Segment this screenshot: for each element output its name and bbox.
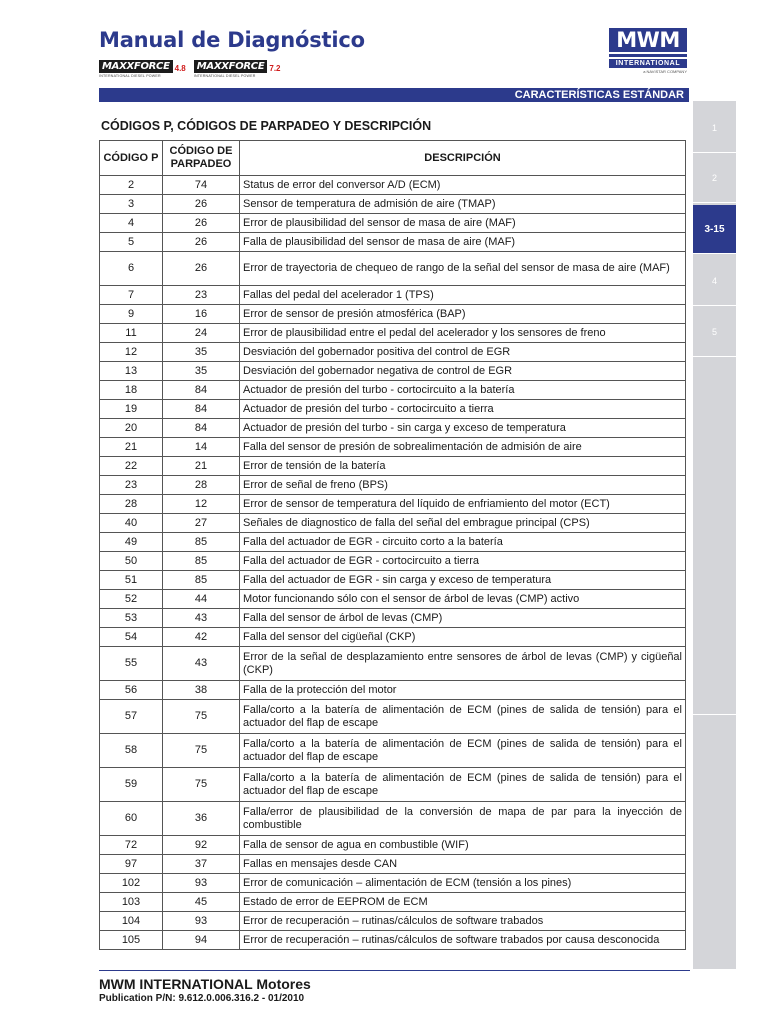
- blink-code-cell: 92: [163, 836, 240, 855]
- blink-code-cell: 12: [163, 495, 240, 514]
- column-header-blink-code: CÓDIGO DE PARPADEO: [163, 141, 240, 176]
- table-header-row: [100, 141, 686, 176]
- blink-code-cell: 85: [163, 533, 240, 552]
- p-code-cell: 5: [100, 233, 163, 252]
- p-code-cell: 6: [100, 252, 163, 286]
- blink-code-cell: 75: [163, 734, 240, 768]
- brand-subtitle: INTERNATIONAL: [609, 59, 687, 68]
- blink-code-cell: 36: [163, 802, 240, 836]
- description-cell: Fallas del pedal del acelerador 1 (TPS): [240, 286, 686, 305]
- table-row: [100, 457, 686, 476]
- p-code-cell: 72: [100, 836, 163, 855]
- table-row: [100, 931, 686, 950]
- column-header-description: DESCRIPCIÓN: [240, 141, 686, 176]
- p-code-cell: 58: [100, 734, 163, 768]
- p-code-cell: 102: [100, 874, 163, 893]
- description-cell: Señales de diagnostico de falla del señal del embrague principal (CPS): [240, 514, 686, 533]
- p-code-cell: 57: [100, 700, 163, 734]
- table-row: [100, 495, 686, 514]
- table-heading: CÓDIGOS P, CÓDIGOS DE PARPADEO Y DESCRIPCIÓN: [101, 119, 432, 133]
- blink-code-cell: 26: [163, 252, 240, 286]
- table-row: [100, 874, 686, 893]
- chapter-tab-label: 5: [711, 327, 717, 337]
- maxxforce-logos: [99, 60, 281, 78]
- brand-tagline: a NAVISTAR COMPANY: [643, 69, 687, 74]
- table-row: [100, 802, 686, 836]
- p-code-cell: 55: [100, 647, 163, 681]
- description-cell: Motor funcionando sólo con el sensor de árbol de levas (CMP) activo: [240, 590, 686, 609]
- logo-version: 4.8: [174, 64, 186, 73]
- description-cell: Error de sensor de presión atmosférica (BAP): [240, 305, 686, 324]
- table-row: [100, 533, 686, 552]
- table-row: [100, 214, 686, 233]
- p-code-cell: 2: [100, 176, 163, 195]
- p-code-cell: 49: [100, 533, 163, 552]
- blink-code-cell: 43: [163, 647, 240, 681]
- table-row: [100, 400, 686, 419]
- chapter-tab-2[interactable]: [693, 154, 736, 203]
- chapter-tab-3-15[interactable]: [693, 205, 736, 254]
- p-code-cell: 50: [100, 552, 163, 571]
- footer-publication: Publication P/N: 9.612.0.006.316.2 - 01/2010: [99, 993, 305, 1004]
- blink-code-cell: 35: [163, 343, 240, 362]
- blink-code-cell: 14: [163, 438, 240, 457]
- blink-code-cell: 93: [163, 912, 240, 931]
- maxxforce-72-logo: [194, 60, 281, 78]
- blink-code-cell: 45: [163, 893, 240, 912]
- table-row: [100, 590, 686, 609]
- blink-code-cell: 94: [163, 931, 240, 950]
- blink-code-cell: 84: [163, 381, 240, 400]
- logo-word: MAXXFORCE: [99, 60, 173, 73]
- p-code-cell: 59: [100, 768, 163, 802]
- table-row: [100, 324, 686, 343]
- blink-code-cell: 27: [163, 514, 240, 533]
- p-code-cell: 104: [100, 912, 163, 931]
- table-row: [100, 419, 686, 438]
- chapter-tab-label: 2: [711, 173, 717, 183]
- description-cell: Falla del sensor de árbol de levas (CMP): [240, 609, 686, 628]
- maxxforce-48-logo: [99, 60, 186, 78]
- p-code-cell: 103: [100, 893, 163, 912]
- p-code-cell: 52: [100, 590, 163, 609]
- blink-code-cell: 84: [163, 419, 240, 438]
- p-code-cell: 9: [100, 305, 163, 324]
- blink-code-cell: 93: [163, 874, 240, 893]
- blink-code-cell: 26: [163, 233, 240, 252]
- table-row: [100, 836, 686, 855]
- table-row: [100, 176, 686, 195]
- chapter-tab-4[interactable]: [693, 257, 736, 306]
- description-cell: Falla del sensor del cigüeñal (CKP): [240, 628, 686, 647]
- brand-divider: [609, 54, 687, 57]
- description-cell: Falla del actuador de EGR - sin carga y exceso de temperatura: [240, 571, 686, 590]
- description-cell: Falla/corto a la batería de alimentación de ECM (pines de salida de tensión) para el actuador del flap de escape: [240, 768, 686, 802]
- table-row: [100, 438, 686, 457]
- tab-divider: [693, 714, 736, 715]
- p-code-cell: 7: [100, 286, 163, 305]
- description-cell: Error de recuperación – rutinas/cálculos de software trabados: [240, 912, 686, 931]
- blink-code-cell: 75: [163, 700, 240, 734]
- p-code-cell: 51: [100, 571, 163, 590]
- chapter-tabs: [693, 101, 736, 969]
- table-row: [100, 855, 686, 874]
- description-cell: Error de plausibilidad del sensor de masa de aire (MAF): [240, 214, 686, 233]
- p-code-cell: 19: [100, 400, 163, 419]
- logo-word: MAXXFORCE: [194, 60, 268, 73]
- p-code-cell: 3: [100, 195, 163, 214]
- description-cell: Estado de error de EEPROM de ECM: [240, 893, 686, 912]
- description-cell: Falla de sensor de agua en combustible (WIF): [240, 836, 686, 855]
- p-code-cell: 12: [100, 343, 163, 362]
- section-banner: [99, 88, 689, 102]
- table-row: [100, 286, 686, 305]
- blink-code-cell: 23: [163, 286, 240, 305]
- table-row: [100, 609, 686, 628]
- p-code-cell: 22: [100, 457, 163, 476]
- blink-code-cell: 26: [163, 214, 240, 233]
- p-code-cell: 23: [100, 476, 163, 495]
- blink-code-cell: 84: [163, 400, 240, 419]
- description-cell: Actuador de presión del turbo - sin carga y exceso de temperatura: [240, 419, 686, 438]
- table-row: [100, 195, 686, 214]
- p-code-cell: 53: [100, 609, 163, 628]
- p-code-cell: 60: [100, 802, 163, 836]
- description-cell: Falla de la protección del motor: [240, 681, 686, 700]
- description-cell: Desviación del gobernador negativa de control de EGR: [240, 362, 686, 381]
- p-code-cell: 105: [100, 931, 163, 950]
- p-code-cell: 54: [100, 628, 163, 647]
- table-row: [100, 343, 686, 362]
- table-row: [100, 252, 686, 286]
- description-cell: Actuador de presión del turbo - cortocircuito a tierra: [240, 400, 686, 419]
- p-code-cell: 21: [100, 438, 163, 457]
- description-cell: Falla/error de plausibilidad de la conversión de mapa de par para la inyección de combustible: [240, 802, 686, 836]
- description-cell: Error de comunicación – alimentación de ECM (tensión a los pines): [240, 874, 686, 893]
- section-banner-label: CARACTERÍSTICAS ESTÁNDAR: [514, 89, 684, 101]
- p-code-cell: 56: [100, 681, 163, 700]
- description-cell: Error de trayectoria de chequeo de rango de la señal del sensor de masa de aire (MAF): [240, 252, 686, 286]
- description-cell: Falla del actuador de EGR - cortocircuito a tierra: [240, 552, 686, 571]
- p-code-cell: 20: [100, 419, 163, 438]
- description-cell: Error de señal de freno (BPS): [240, 476, 686, 495]
- blink-code-cell: 42: [163, 628, 240, 647]
- blink-code-cell: 16: [163, 305, 240, 324]
- description-cell: Falla/corto a la batería de alimentación de ECM (pines de salida de tensión) para el actuador del flap de escape: [240, 700, 686, 734]
- footer-divider: [99, 970, 690, 971]
- chapter-tab-5[interactable]: [693, 308, 736, 357]
- description-cell: Error de tensión de la batería: [240, 457, 686, 476]
- table-row: [100, 768, 686, 802]
- column-header-p-code: CÓDIGO P: [100, 141, 163, 176]
- blink-code-cell: 26: [163, 195, 240, 214]
- blink-code-cell: 74: [163, 176, 240, 195]
- description-cell: Error de recuperación – rutinas/cálculos de software trabados por causa desconocida: [240, 931, 686, 950]
- blink-code-cell: 75: [163, 768, 240, 802]
- description-cell: Error de sensor de temperatura del líquido de enfriamiento del motor (ECT): [240, 495, 686, 514]
- description-cell: Falla/corto a la batería de alimentación de ECM (pines de salida de tensión) para el actuador del flap de escape: [240, 734, 686, 768]
- p-code-cell: 4: [100, 214, 163, 233]
- table-row: [100, 233, 686, 252]
- description-cell: Falla del actuador de EGR - circuito corto a la batería: [240, 533, 686, 552]
- chapter-tab-label: 4: [711, 276, 717, 286]
- logo-subtitle: INTERNATIONAL DIESEL POWER: [193, 74, 256, 78]
- description-cell: Desviación del gobernador positiva del control de EGR: [240, 343, 686, 362]
- chapter-tab-label: 3-15: [704, 224, 725, 235]
- blink-code-cell: 37: [163, 855, 240, 874]
- table-row: [100, 514, 686, 533]
- blink-code-cell: 85: [163, 571, 240, 590]
- chapter-tab-label: 1: [711, 123, 717, 133]
- table-row: [100, 476, 686, 495]
- p-code-cell: 28: [100, 495, 163, 514]
- table-row: [100, 305, 686, 324]
- blink-code-cell: 21: [163, 457, 240, 476]
- description-cell: Error de plausibilidad entre el pedal del acelerador y los sensores de freno: [240, 324, 686, 343]
- mwm-international-logo: [609, 28, 687, 74]
- p-code-cell: 11: [100, 324, 163, 343]
- blink-code-cell: 24: [163, 324, 240, 343]
- logo-subtitle: INTERNATIONAL DIESEL POWER: [99, 74, 161, 78]
- description-cell: Falla de plausibilidad del sensor de masa de aire (MAF): [240, 233, 686, 252]
- description-cell: Sensor de temperatura de admisión de aire (TMAP): [240, 195, 686, 214]
- blink-code-cell: 28: [163, 476, 240, 495]
- blink-code-cell: 35: [163, 362, 240, 381]
- blink-code-cell: 85: [163, 552, 240, 571]
- blink-code-cell: 43: [163, 609, 240, 628]
- table-row: [100, 571, 686, 590]
- description-cell: Fallas en mensajes desde CAN: [240, 855, 686, 874]
- table-body: [100, 176, 686, 950]
- table-row: [100, 681, 686, 700]
- p-code-cell: 13: [100, 362, 163, 381]
- table-row: [100, 552, 686, 571]
- brand-word: MWM: [609, 28, 687, 52]
- table-row: [100, 647, 686, 681]
- logo-version: 7.2: [269, 64, 281, 73]
- table-row: [100, 893, 686, 912]
- p-code-cell: 18: [100, 381, 163, 400]
- description-cell: Error de la señal de desplazamiento entre sensores de árbol de levas (CMP) y cigüeñal (CKP): [240, 647, 686, 681]
- footer-company: MWM INTERNATIONAL Motores: [99, 976, 311, 992]
- table-row: [100, 381, 686, 400]
- table-row: [100, 734, 686, 768]
- blink-code-cell: 38: [163, 681, 240, 700]
- description-cell: Falla del sensor de presión de sobrealimentación de admisión de aire: [240, 438, 686, 457]
- codes-table: [99, 140, 686, 950]
- p-code-cell: 40: [100, 514, 163, 533]
- table-row: [100, 362, 686, 381]
- p-code-cell: 97: [100, 855, 163, 874]
- table-row: [100, 628, 686, 647]
- table-row: [100, 700, 686, 734]
- chapter-tab-1[interactable]: [693, 104, 736, 153]
- blink-code-cell: 44: [163, 590, 240, 609]
- description-cell: Actuador de presión del turbo - cortocircuito a la batería: [240, 381, 686, 400]
- table-row: [100, 912, 686, 931]
- manual-title: Manual de Diagnóstico: [99, 28, 365, 52]
- description-cell: Status de error del conversor A/D (ECM): [240, 176, 686, 195]
